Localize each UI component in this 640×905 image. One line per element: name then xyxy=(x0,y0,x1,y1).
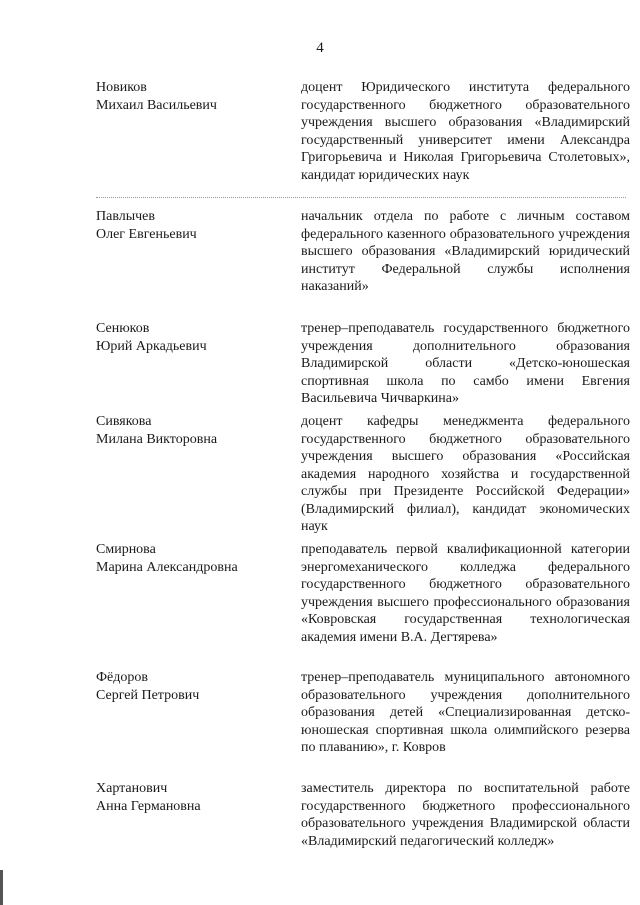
member-position: тренер–преподаватель государственного бюджетного учреждения дополнительного образования Владимирской области «Детско-юношеская спортивная школа по самбо имени Евгения Васильевича Чичваркина» xyxy=(301,321,630,406)
member-name xyxy=(96,413,281,448)
member-position: начальник отдела по работе с личным составом федерального казенного образовательного учреждения высшего образования «Владимирский юридический институт Федеральной службы исполнения наказаний» xyxy=(301,209,630,294)
member-position: доцент кафедры менеджмента федерального государственного бюджетного образовательного учреждения высшего образования «Российская академия народного хозяйства и государственной службы при Президенте Российской Федерации» (Владимирский филиал), кандидат экономических наук xyxy=(301,414,630,534)
member-position: тренер–преподаватель муниципального автономного образовательного учреждения дополнительного образования детей «Специализированная детско-юношеская спортивная школа олимпийского резерва по плаванию», г. Ковров xyxy=(301,670,630,755)
member-name xyxy=(96,669,281,704)
member-surname: Сенюков xyxy=(96,321,150,336)
page-number: 4 xyxy=(316,40,324,56)
member-surname: Павлычев xyxy=(96,209,156,224)
member-name xyxy=(96,79,281,114)
member-name xyxy=(96,541,281,576)
member-position: преподаватель первой квалификационной категории энергомеханического колледжа федерального государственного бюджетного образовательного учреждения высшего профессионального образования «Ковровская государственная технологическая академия имени В.А. Дегтярева» xyxy=(301,542,630,645)
member-surname: Смирнова xyxy=(96,542,156,557)
member-given-names: Сергей Петрович xyxy=(96,687,200,703)
member-name xyxy=(96,320,281,355)
member-given-names: Олег Евгеньевич xyxy=(96,226,197,242)
member-given-names: Анна Германовна xyxy=(96,798,201,814)
member-position: доцент Юридического института федерального государственного бюджетного образовательного учреждения высшего образования «Владимирский государственный университет имени Александра Григорьевича и Николая Григорьевича Столетовых», кандидат юридических наук xyxy=(301,80,630,183)
member-given-names: Милана Викторовна xyxy=(96,431,218,447)
member-surname: Сивякова xyxy=(96,414,152,429)
member-name xyxy=(96,208,281,243)
member-name xyxy=(96,780,281,815)
member-given-names: Михаил Васильевич xyxy=(96,97,217,113)
scan-artifact-divider xyxy=(96,197,626,198)
scan-edge-mark xyxy=(0,870,3,905)
member-position: заместитель директора по воспитательной работе государственного бюджетного профессионального образовательного учреждения Владимирской области «Владимирский педагогический колледж» xyxy=(301,781,630,849)
member-surname: Фёдоров xyxy=(96,670,149,685)
member-given-names: Марина Александровна xyxy=(96,559,238,575)
member-given-names: Юрий Аркадьевич xyxy=(96,338,207,354)
member-surname: Новиков xyxy=(96,80,147,95)
member-surname: Хартанович xyxy=(96,781,168,796)
